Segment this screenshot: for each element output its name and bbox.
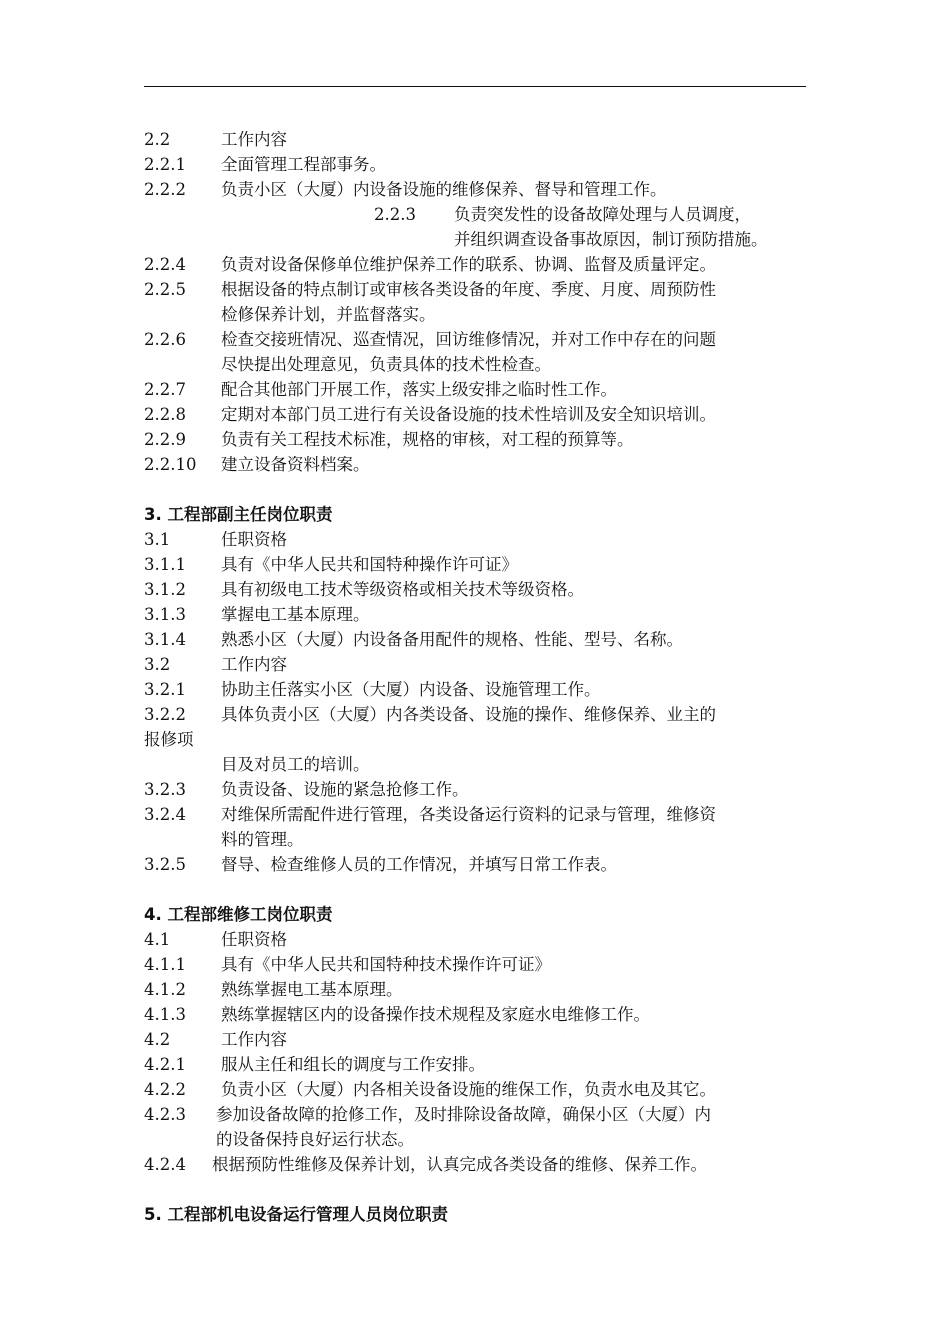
list-item: 2.2.8 定期对本部门员工进行有关设备设施的技术性培训及安全知识培训。 xyxy=(144,405,716,424)
list-item: 3.1.2 具有初级电工技术等级资格或相关技术等级资格。 xyxy=(144,580,584,599)
list-item: 3.1.1 具有《中华人民共和国特种操作许可证》 xyxy=(144,555,518,574)
list-item: 2.2.4 负责对设备保修单位维护保养工作的联系、协调、监督及质量评定。 xyxy=(144,255,716,274)
spacer xyxy=(144,1177,808,1202)
list-item: 2.2.9 负责有关工程技术标准，规格的审核，对工程的预算等。 xyxy=(144,430,634,449)
document-body xyxy=(144,127,808,1227)
list-item-2-2-3: 2.2.3 负责突发性的设备故障处理与人员调度， 并组织调查设备事故原因，制订预防措施。 xyxy=(374,205,768,249)
list-item: 3.1.3 掌握电工基本原理。 xyxy=(144,605,370,624)
list-item: 2.2.1 全面管理工程部事务。 xyxy=(144,155,386,174)
section-2-2-heading: 2.2 工作内容 xyxy=(144,130,287,149)
list-item: 3.2.1 协助主任落实小区（大厦）内设备、设施管理工作。 xyxy=(144,680,601,699)
section-4-title: 4. 工程部维修工岗位职责 xyxy=(144,905,333,924)
spacer xyxy=(144,477,808,502)
list-item: 3.1.4 熟悉小区（大厦）内设备备用配件的规格、性能、型号、名称。 xyxy=(144,630,683,649)
section-5-title: 5. 工程部机电设备运行管理人员岗位职责 xyxy=(144,1205,448,1224)
list-item: 3.2.3 负责设备、设施的紧急抢修工作。 xyxy=(144,780,469,799)
list-item: 4.1.1 具有《中华人民共和国特种技术操作许可证》 xyxy=(144,955,551,974)
list-item: 2.2.7 配合其他部门开展工作，落实上级安排之临时性工作。 xyxy=(144,380,617,399)
section-4-2-heading: 4.2 工作内容 xyxy=(144,1030,287,1049)
list-item: 4.2.4 根据预防性维修及保养计划，认真完成各类设备的维修、保养工作。 xyxy=(144,1155,707,1174)
list-item: 3.2.4 对维保所需配件进行管理，各类设备运行资料的记录与管理，维修资 料的管理。 xyxy=(144,805,716,849)
spacer xyxy=(144,877,808,902)
list-item: 4.2.3 参加设备故障的抢修工作，及时排除设备故障，确保小区（大厦）内 的设备保持良好运行状态。 xyxy=(144,1105,711,1149)
list-item: 3.2.5 督导、检查维修人员的工作情况，并填写日常工作表。 xyxy=(144,855,617,874)
list-item: 4.1.2 熟练掌握电工基本原理。 xyxy=(144,980,403,999)
list-item: 4.2.2 负责小区（大厦）内各相关设备设施的维保工作，负责水电及其它。 xyxy=(144,1080,716,1099)
list-item: 2.2.5 根据设备的特点制订或审核各类设备的年度、季度、月度、周预防性 检修保养计划，并监督落实。 xyxy=(144,280,716,324)
section-4-1-heading: 4.1 任职资格 xyxy=(144,930,287,949)
section-3-2-heading: 3.2 工作内容 xyxy=(144,655,287,674)
list-item: 4.2.1 服从主任和组长的调度与工作安排。 xyxy=(144,1055,485,1074)
list-item: 4.1.3 熟练掌握辖区内的设备操作技术规程及家庭水电维修工作。 xyxy=(144,1005,650,1024)
list-item: 2.2.2 负责小区（大厦）内设备设施的维修保养、督导和管理工作。 xyxy=(144,180,667,199)
list-item: 3.2.2 具体负责小区（大厦）内各类设备、设施的操作、维修保养、业主的 报修项 目及对员工的培训。 xyxy=(144,705,716,774)
list-item: 2.2.6 检查交接班情况、巡查情况，回访维修情况，并对工作中存在的问题 尽快提出处理意见，负责具体的技术性检查。 xyxy=(144,330,716,374)
section-3-1-heading: 3.1 任职资格 xyxy=(144,530,287,549)
list-item: 2.2.10 建立设备资料档案。 xyxy=(144,455,370,474)
header-rule xyxy=(144,86,806,87)
section-3-title: 3. 工程部副主任岗位职责 xyxy=(144,505,333,524)
